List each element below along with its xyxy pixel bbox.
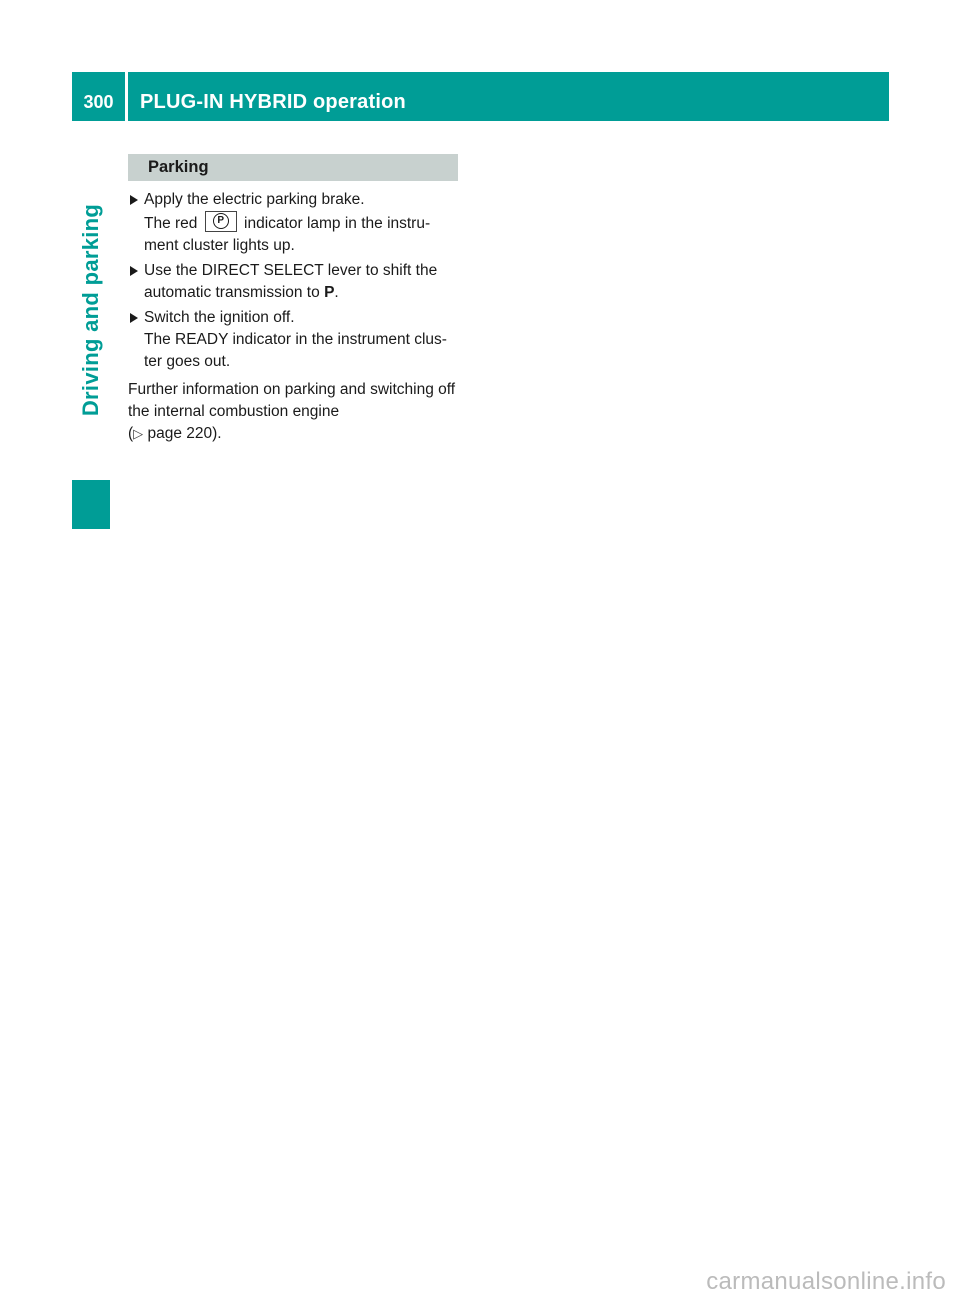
subheading: Parking [128, 154, 458, 181]
step-action: Switch the ignition off. [144, 309, 295, 326]
parking-brake-lamp-icon [205, 211, 237, 232]
reference-arrow-icon: ▷ [133, 426, 144, 441]
step-item [128, 260, 458, 304]
step-action [144, 260, 458, 304]
page-reference[interactable]: (▷ page 220). [128, 425, 222, 442]
gear-position: P [324, 284, 335, 301]
step-item [128, 307, 458, 373]
further-info-paragraph [128, 379, 458, 445]
step-action-end: . [334, 284, 339, 301]
step-action-text: Use the DIRECT SELECT lever to shift the automatic transmission to [144, 262, 438, 301]
step-result [144, 211, 458, 257]
side-tab [72, 140, 110, 480]
step-arrow-icon [130, 313, 138, 323]
page-reference-text: page 220). [147, 425, 222, 442]
step-arrow-icon [130, 266, 138, 276]
section-title: PLUG-IN HYBRID operation [140, 91, 406, 113]
step-arrow-icon [130, 195, 138, 205]
further-info-text: Further information on parking and switching off the internal combustion engine [128, 381, 456, 420]
step-action: Apply the electric parking brake. [144, 191, 365, 208]
page-number: 300 [83, 92, 114, 112]
watermark: carmanualsonline.info [706, 1268, 946, 1295]
content-column [128, 154, 458, 445]
parking-brake-symbol: P [213, 213, 229, 229]
step-result: The READY indicator in the instrument clus-ter goes out. [144, 331, 447, 370]
step-result-text: The red [144, 215, 198, 232]
side-tab-block [72, 480, 110, 529]
step-result-text: indicator lamp in the instru-ment cluster lights up. [144, 215, 431, 254]
header-divider [125, 72, 128, 121]
side-tab-label: Driving and parking [78, 203, 104, 417]
step-item [128, 189, 458, 257]
